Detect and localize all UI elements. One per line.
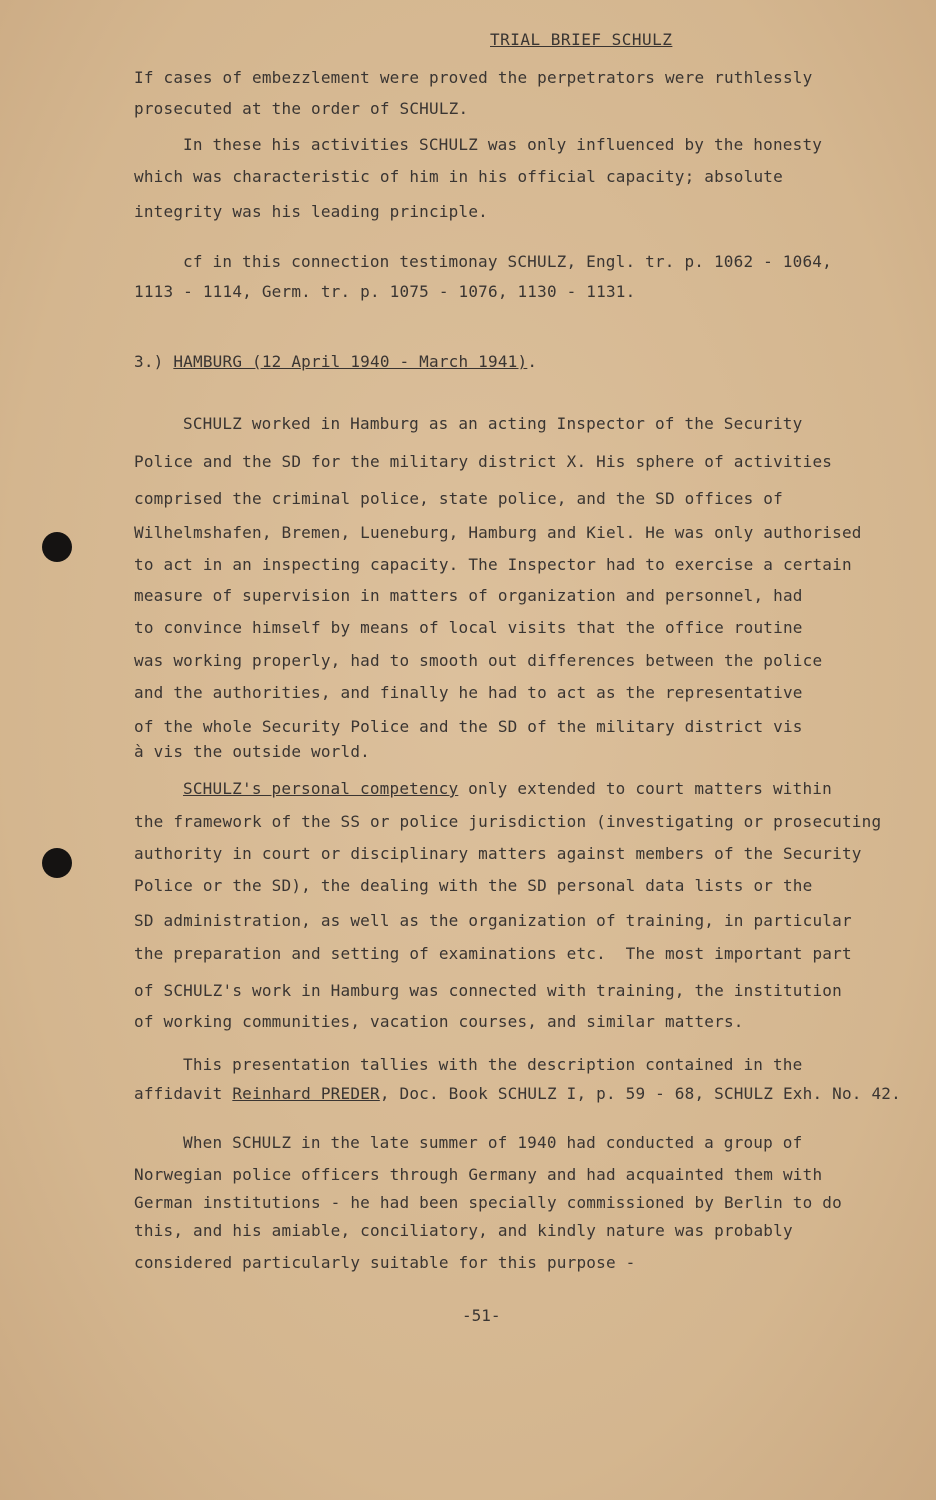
- text-line: [134, 1084, 901, 1104]
- section-title: HAMBURG (12 April 1940 - March 1941): [173, 352, 528, 371]
- punch-hole-bottom: [42, 848, 72, 878]
- reference-line: 1113 - 1114, Germ. tr. p. 1075 - 1076, 1130 - 1131.: [134, 282, 636, 301]
- section-number: 3.): [134, 352, 174, 371]
- text-segment: affidavit: [134, 1084, 233, 1103]
- text-line: integrity was his leading principle.: [134, 202, 488, 221]
- affiant-name: Reinhard PREDER: [232, 1084, 380, 1103]
- section-heading: [134, 352, 537, 372]
- text-line: to convince himself by means of local visits that the office routine: [134, 618, 803, 637]
- text-line: to act in an inspecting capacity. The Inspector had to exercise a certain: [134, 555, 852, 574]
- text-line: à vis the outside world.: [134, 742, 370, 761]
- reference-line: cf in this connection testimonay SCHULZ, Engl. tr. p. 1062 - 1064,: [183, 252, 832, 271]
- text-line: this, and his amiable, conciliatory, and kindly nature was probably: [134, 1221, 793, 1240]
- text-line: the framework of the SS or police jurisdiction (investigating or prosecuting: [134, 812, 882, 831]
- text-line: Police or the SD), the dealing with the SD personal data lists or the: [134, 876, 813, 895]
- text-line: and the authorities, and finally he had to act as the representative: [134, 683, 803, 702]
- text-line: of the whole Security Police and the SD of the military district vis: [134, 717, 803, 736]
- text-line: In these his activities SCHULZ was only influenced by the honesty: [183, 135, 823, 154]
- page-number: -51-: [462, 1306, 501, 1325]
- text-line: SCHULZ worked in Hamburg as an acting Inspector of the Security: [183, 414, 803, 433]
- text-line: which was characteristic of him in his official capacity; absolute: [134, 167, 783, 186]
- text-line: prosecuted at the order of SCHULZ.: [134, 99, 469, 118]
- text-line: the preparation and setting of examinations etc. The most important part: [134, 944, 852, 963]
- text-line: comprised the criminal police, state police, and the SD offices of: [134, 489, 783, 508]
- text-line: was working properly, had to smooth out differences between the police: [134, 651, 823, 670]
- text-line: [183, 779, 832, 799]
- text-line: measure of supervision in matters of organization and personnel, had: [134, 586, 803, 605]
- document-header: TRIAL BRIEF SCHULZ: [490, 30, 673, 49]
- text-line: When SCHULZ in the late summer of 1940 had conducted a group of: [183, 1133, 803, 1152]
- text-line: This presentation tallies with the description contained in the: [183, 1055, 803, 1074]
- text-line: Wilhelmshafen, Bremen, Lueneburg, Hamburg and Kiel. He was only authorised: [134, 523, 862, 542]
- text-segment: , Doc. Book SCHULZ I, p. 59 - 68, SCHULZ Exh. No. 42.: [379, 1084, 901, 1103]
- text-line: considered particularly suitable for this purpose -: [134, 1253, 636, 1272]
- text-line: SD administration, as well as the organization of training, in particular: [134, 911, 852, 930]
- text-line: German institutions - he had been specially commissioned by Berlin to do: [134, 1193, 842, 1212]
- text-line: Police and the SD for the military district X. His sphere of activities: [134, 452, 833, 471]
- text-line: of SCHULZ's work in Hamburg was connected with training, the institution: [134, 981, 842, 1000]
- text-line: of working communities, vacation courses, and similar matters.: [134, 1012, 744, 1031]
- text-line: authority in court or disciplinary matters against members of the Security: [134, 844, 862, 863]
- text-line: If cases of embezzlement were proved the perpetrators were ruthlessly: [134, 68, 813, 87]
- section-end: .: [527, 352, 538, 371]
- personal-competency-term: SCHULZ's personal competency: [183, 779, 459, 798]
- punch-hole-top: [42, 532, 72, 562]
- text-line: Norwegian police officers through Germany and had acquainted them with: [134, 1165, 823, 1184]
- text-segment: only extended to court matters within: [458, 779, 832, 798]
